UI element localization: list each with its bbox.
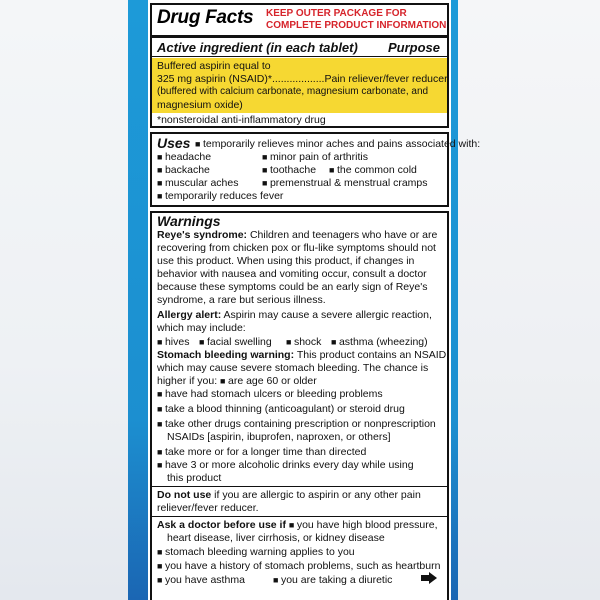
reye-line-6: syndrome, a rare but serious illness. (157, 294, 326, 306)
allergy-asthma: ■ asthma (wheezing) (331, 336, 428, 348)
stomach-item-ulcers: ■ have had stomach ulcers or bleeding problems (157, 388, 383, 400)
uses-item-toothache: ■ toothache (262, 164, 317, 176)
stomach-line-3: higher if you: ■ are age 60 or older (157, 375, 317, 387)
background-left (0, 0, 128, 600)
allergy-facial: ■ facial swelling (199, 336, 272, 348)
reye-line-3: use this product. When using this product, if changes in (157, 255, 415, 267)
uses-heading: Uses (157, 135, 191, 151)
uses-item-arthritis: ■ minor pain of arthritis (262, 151, 368, 163)
active-rule (152, 56, 447, 57)
continue-arrow-icon (421, 572, 437, 584)
allergy-hives: ■ hives (157, 336, 190, 348)
active-line-3: (buffered with calcium carbonate, magnesium carbonate, and (157, 86, 429, 97)
drug-facts-title: Drug Facts (157, 7, 254, 28)
ask-item-diuretic: ■ you are taking a diuretic (273, 574, 393, 586)
stomach-item-alcohol: ■ have 3 or more alcoholic drinks every day while using (157, 459, 414, 471)
reye-line-2: recovering from chicken pox or flu-like symptoms should not (157, 242, 436, 254)
background-right (458, 0, 600, 600)
active-line-4: magnesium oxide) (157, 99, 243, 111)
allergy-line-2: which may include: (157, 322, 246, 334)
reye-line-4: behavior with nausea and vomiting occur, consult a doctor (157, 268, 427, 280)
uses-intro: ■ temporarily relieves minor aches and pains associated with: (195, 138, 481, 150)
stomach-line-2: which may cause severe stomach bleeding. The chance is (157, 362, 429, 374)
allergy-shock: ■ shock (286, 336, 322, 348)
blue-stripe-left (128, 0, 148, 600)
reye-line-5: because these symptoms could be an early sign of Reye's (157, 281, 428, 293)
uses-item-cold: ■ the common cold (329, 164, 417, 176)
stomach-item-blood-thinning: ■ take a blood thinning (anticoagulant) or steroid drug (157, 403, 405, 415)
active-line-2: 325 mg aspirin (NSAID)*..................Pain reliever/fever reducer (157, 73, 448, 85)
purpose-heading: Purpose (388, 40, 441, 55)
nsaid-footnote: *nonsteroidal anti-inflammatory drug (157, 114, 326, 126)
ask-item-stomach-warning: ■ stomach bleeding warning applies to you (157, 546, 355, 558)
allergy-line-1: Allergy alert: Aspirin may cause a severe allergic reaction, (157, 309, 432, 321)
ask-item-asthma: ■ you have asthma (157, 574, 245, 586)
uses-item-cramps: ■ premenstrual & menstrual cramps (262, 177, 428, 189)
uses-item-headache: ■ headache (157, 151, 212, 163)
stomach-item-longer: ■ take more or for a longer time than directed (157, 446, 367, 458)
donot-line-1: Do not use if you are allergic to aspirin or any other pain (157, 489, 421, 501)
donot-line-2: reliever/fever reducer. (157, 502, 259, 514)
active-line-1: Buffered aspirin equal to (157, 60, 271, 72)
ask-line-2: heart disease, liver cirrhosis, or kidney disease (167, 532, 385, 544)
ask-rule (152, 516, 447, 517)
stomach-item-this-product: this product (167, 472, 222, 484)
keep-package-notice: KEEP OUTER PACKAGE FOR COMPLETE PRODUCT INFORMATION (266, 8, 447, 31)
ask-line-1: Ask a doctor before use if ■ you have high blood pressure, (157, 519, 438, 531)
active-ingredient-heading: Active ingredient (in each tablet) (157, 40, 358, 55)
warnings-heading: Warnings (157, 213, 221, 229)
ask-item-history: ■ you have a history of stomach problems, such as heartburn (157, 560, 441, 572)
uses-item-backache: ■ backache (157, 164, 210, 176)
stomach-item-nsaids: NSAIDs [aspirin, ibuprofen, naproxen, or others] (167, 431, 391, 443)
reye-line-1: Reye's syndrome: Children and teenagers who have or are (157, 229, 438, 241)
stomach-item-other-drugs: ■ take other drugs containing prescription or nonprescription (157, 418, 436, 430)
title-rule (152, 35, 447, 38)
uses-item-muscular: ■ muscular aches (157, 177, 239, 189)
uses-item-fever: ■ temporarily reduces fever (157, 190, 284, 202)
donot-rule (152, 486, 447, 487)
stomach-line-1: Stomach bleeding warning: This product contains an NSAID, (157, 349, 450, 361)
